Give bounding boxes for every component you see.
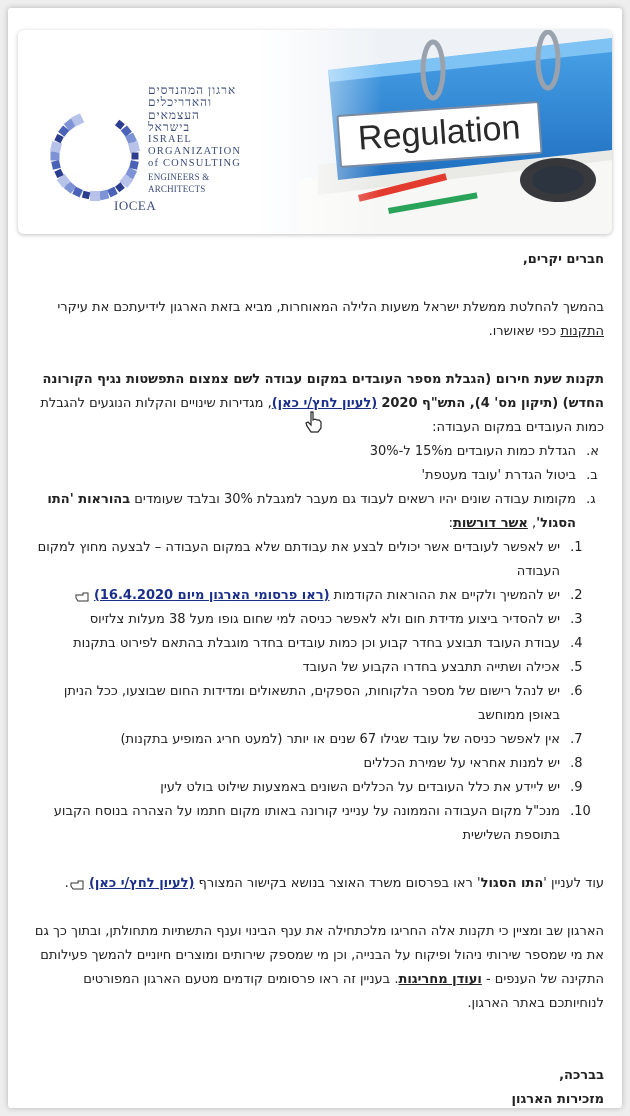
still-excluded: ועודן מחריגות	[398, 972, 482, 987]
pointing-hand-icon	[69, 877, 85, 891]
list-item: 3. יש להסדיר ביצוע מדידת חום ולא לאפשר כניסה למי שחום גופו מעל 38 מעלות צלזיוס	[30, 608, 566, 632]
logo-hebrew-line: העצמאים	[148, 107, 200, 122]
item2-text: יש להמשיך ולקיים את ההוראות הקודמות	[333, 588, 560, 603]
logo-english-line: ISRAEL	[148, 133, 192, 145]
regulation-view-link[interactable]: (לעיון לחץ/י כאן)	[271, 396, 378, 411]
list-item: 6. יש לנהל רישום של מספר הלקוחות, הספקים, התשאולים ומדידות החום שבוצעו, ככל הניתן באופן ממוחשב	[30, 680, 566, 728]
pointing-hand-icon	[74, 589, 90, 603]
list-item: 1. הגדלת כמות העובדים מ15% ל-30%	[30, 440, 582, 464]
logo-english-line: ORGANIZATION	[148, 146, 242, 158]
list-item: 8. יש למנות אחראי על שמירת הכללים	[30, 752, 566, 776]
closing-start: הארגון שב ומציין כי תקנות אלה החריגו מלכתחילה את ענף הבינוי וענף התשתיות מתחולתן, ובתוך כך גם את מי שמספר שירותי ניהול ופיקוח על הבנייה, וכן מי שמספק שירותים ומוצרים חיוניים להמשך פעילותם התקינה של הענפים -	[34, 924, 604, 987]
closing-end: . בעניין זה ראו פרסומים קודמים מטעם הארגון המפורטים לנוחיותכם באתר הארגון.	[83, 972, 604, 1011]
publications-link[interactable]: (ראו פרסומי הארגון מיום 16.4.2020)	[93, 588, 330, 603]
logo-hebrew-line: ארגון המהנדסים	[148, 83, 237, 97]
logo-square	[54, 134, 63, 143]
list-item	[30, 584, 566, 608]
purple-badge-paragraph	[30, 872, 604, 896]
logo-text	[148, 84, 258, 196]
list-item: 10. מנכ"ל מקום העבודה והממונה על ענייני קורונה באותו מקום חתמו על הצהרה בנוסח הקבוע בתוספת השלישית	[30, 800, 566, 848]
requirements-underlined: אשר דורשות	[453, 516, 528, 531]
logo-hebrew-line: והאדריכלים	[148, 95, 213, 110]
list-item: 1. יש לאפשר לעובדים אשר יכולים לבצע את עבודתם שלא במקום העבודה – לבצעה מחוץ למקום העבודה	[30, 536, 566, 584]
logo-square	[115, 120, 125, 130]
hand-cursor-icon	[304, 411, 324, 433]
signoff: בברכה,	[559, 1068, 604, 1083]
intro-end: כפי שאושרו.	[488, 324, 561, 339]
purple-end: .	[64, 876, 69, 891]
logo-english-line: ENGINEERS & ARCHITECTS	[148, 171, 210, 195]
regulation-title: תקנות שעת חירום (הגבלת מספר העובדים במקום עבודה לשם צמצום התפשטות נגיף הקורונה החדש) (תיקון מס' 4), התש"ף 2020	[42, 372, 604, 411]
list-item: 2. ביטול הגדרת 'עובד מעטפת'	[30, 464, 582, 488]
logo-square	[82, 191, 90, 199]
item3-mid: ,	[527, 516, 537, 531]
logo-english-line: of CONSULTING	[148, 158, 242, 170]
changes-list	[30, 440, 604, 536]
intro-text: בהמשך להחלטת ממשלת ישראל משעות הלילה המאוחרות, מביא בזאת הארגון לידיעתכם את עיקרי	[57, 300, 604, 315]
list-item: 9. יש ליידע את כלל העובדים על הכללים השונים באמצעות שילוט בולט לעין	[30, 776, 566, 800]
greeting: חברים יקרים,	[522, 252, 604, 267]
list-item	[30, 488, 582, 536]
logo-square	[90, 191, 100, 201]
treasury-link[interactable]: (לעיון לחץ/י כאן)	[88, 876, 195, 891]
signature: מזכירות הארגון	[511, 1092, 604, 1107]
purple-badge-bold: התו הסגול	[480, 876, 544, 891]
logo-hebrew-line: בישראל	[148, 120, 191, 135]
requirements-list	[30, 536, 604, 848]
regulations-link[interactable]: התקנות	[560, 324, 604, 339]
email-card	[8, 8, 622, 1108]
logo-abbreviation: IOCEA	[114, 198, 157, 213]
logo-square	[132, 153, 139, 160]
list-item: 4. עבודת העובד תבוצע בחדר קבוע וכן כמות עובדים בחדר מוגבלת בהתאם לפירוט בתקנות	[30, 632, 566, 656]
purple-mid: ' ראו בפרסום משרד האוצר בנושא בקישור המצורף	[194, 876, 481, 891]
header-banner	[18, 30, 612, 234]
list-item: 7. אין לאפשר כניסה של עובד שגילו 67 שנים או יותר (למעט חריג המופיע בתקנות)	[30, 728, 566, 752]
regulation-rest: , מגדירות שינויים והקלות הנוגעים להגבלת כמות העובדים במקום העבודה:	[40, 396, 604, 435]
purple-start: עוד לעניין '	[543, 876, 604, 891]
logo-square	[51, 160, 61, 170]
closing-paragraph	[30, 920, 604, 1016]
letter-body	[30, 244, 604, 1108]
purple-badge-text: בהוראות 'התו הסגול'	[47, 492, 576, 531]
list-item: 5. אכילה ושתייה תתבצע בחדרו הקבוע של העובד	[30, 656, 566, 680]
intro-paragraph	[30, 296, 604, 344]
item3-start: מקומות עבודה שונים יהיו רשאים לעבוד גם מעבר למגבלת 30% ובלבד שעומדים	[130, 492, 576, 507]
item3-end: :	[448, 516, 454, 531]
logo-square	[51, 152, 60, 161]
regulation-label: Regulation	[336, 101, 542, 168]
